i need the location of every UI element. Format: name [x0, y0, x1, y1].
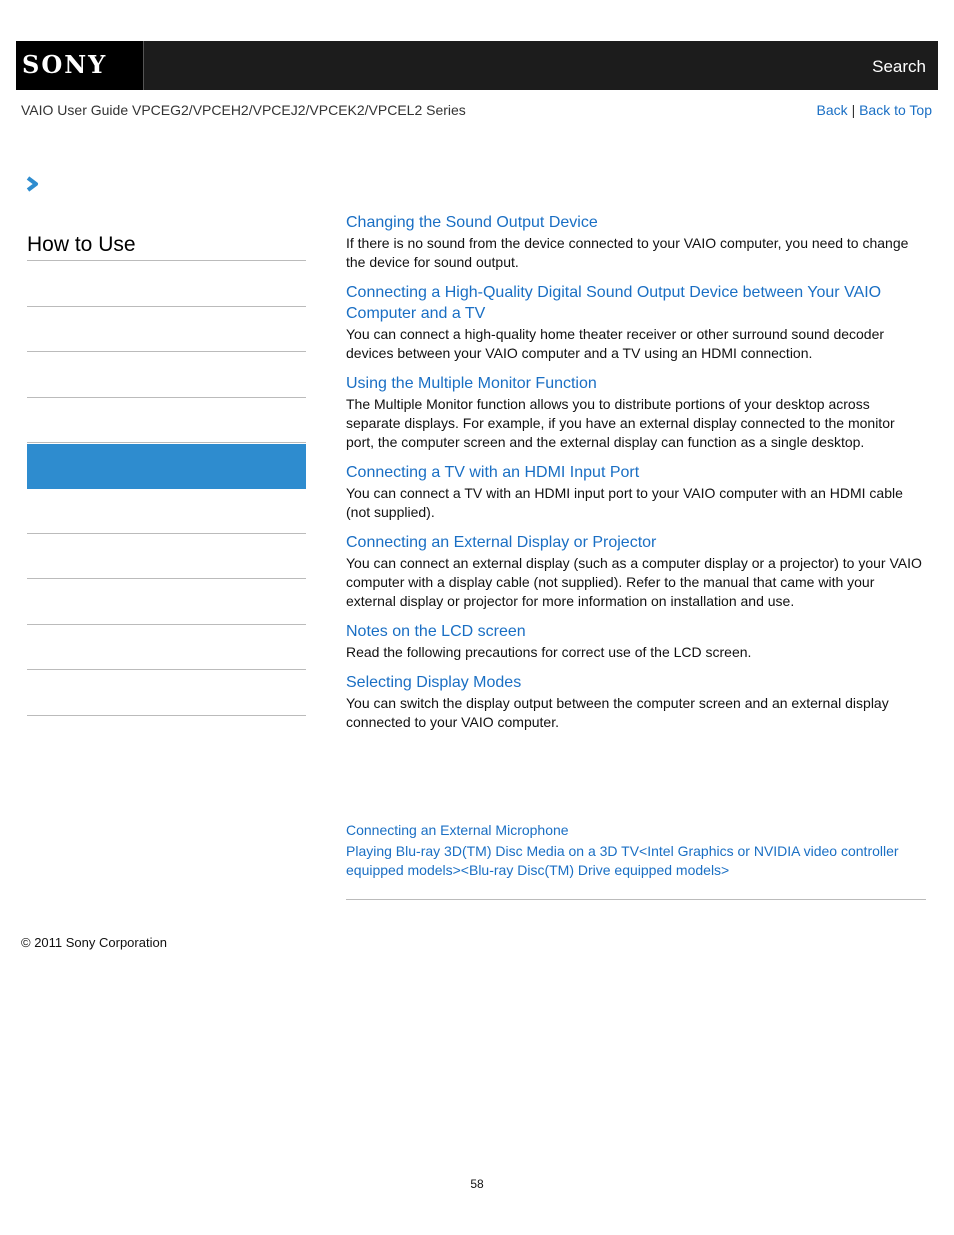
topic-link[interactable]: Changing the Sound Output Device [346, 214, 598, 231]
chevron-right-icon[interactable] [25, 175, 41, 193]
related-link[interactable]: Playing Blu-ray 3D(TM) Disc Media on a 3D TV<Intel Graphics or NVIDIA video controller equipped models><Blu-ray Disc(TM) Drive equipped models> [346, 843, 899, 878]
copyright: © 2011 Sony Corporation [21, 935, 167, 950]
topic-description: You can switch the display output between the computer screen and an external display connected to your VAIO computer. [346, 695, 889, 730]
sony-logo[interactable] [16, 41, 144, 90]
topic-entry [346, 532, 926, 611]
related-link[interactable]: Connecting an External Microphone [346, 822, 569, 838]
topic-entry [346, 373, 926, 452]
sidebar-item[interactable] [27, 444, 306, 489]
sidebar-item[interactable] [27, 398, 306, 443]
topic-entry [346, 621, 926, 662]
sidebar-item[interactable] [27, 534, 306, 579]
topic-link[interactable]: Connecting a TV with an HDMI Input Port [346, 464, 640, 481]
topic-entry [346, 212, 926, 272]
nav-separator: | [851, 102, 856, 118]
sidebar-item[interactable] [27, 625, 306, 670]
topic-link[interactable]: Connecting a High-Quality Digital Sound Output Device between Your VAIO Computer and a TV [346, 284, 882, 322]
topic-link[interactable]: Connecting an External Display or Projector [346, 534, 657, 551]
topic-description: If there is no sound from the device connected to your VAIO computer, you need to change the device for sound output. [346, 235, 909, 270]
sidebar-title: How to Use [27, 232, 306, 261]
topic-description: You can connect a high-quality home theater receiver or other surround sound decoder devices between your VAIO computer and a TV using an HDMI connection. [346, 326, 885, 361]
back-to-top-link[interactable]: Back to Top [859, 102, 932, 118]
sidebar-item[interactable] [27, 307, 306, 352]
page-number: 58 [470, 1177, 484, 1191]
topic-description: The Multiple Monitor function allows you to distribute portions of your desktop across separate displays. For example, if you have an external display connected to the monitor port, the computer screen and the external display can function as a single desktop. [346, 396, 895, 450]
related-topics [346, 821, 926, 882]
topic-link[interactable]: Using the Multiple Monitor Function [346, 375, 597, 392]
topic-entry [346, 462, 926, 522]
topic-description: You can connect a TV with an HDMI input port to your VAIO computer with an HDMI cable (not supplied). [346, 485, 903, 520]
topic-entry [346, 672, 926, 732]
topic-description: You can connect an external display (such as a computer display or a projector) to your VAIO computer with a display cable (not supplied). Refer to the manual that came with your external display or projector for more information on installation and use. [346, 555, 922, 609]
topic-description: Read the following precautions for correct use of the LCD screen. [346, 644, 752, 660]
topic-link[interactable]: Selecting Display Modes [346, 674, 522, 691]
sidebar-item[interactable] [27, 671, 306, 716]
top-bar [16, 41, 938, 90]
sidebar-item[interactable] [27, 580, 306, 625]
sidebar-item[interactable] [27, 353, 306, 398]
back-link[interactable]: Back [816, 102, 848, 118]
topic-entry [346, 282, 926, 363]
divider [346, 899, 926, 900]
nav-links [817, 102, 932, 118]
sidebar-item[interactable] [27, 262, 306, 307]
search-link[interactable]: Search [872, 57, 926, 76]
topic-list [346, 212, 926, 742]
guide-title: VAIO User Guide VPCEG2/VPCEH2/VPCEJ2/VPCEK2/VPCEL2 Series [21, 102, 466, 118]
sidebar-item[interactable] [27, 489, 306, 534]
logo-text: SONY [22, 50, 108, 79]
topic-link[interactable]: Notes on the LCD screen [346, 623, 526, 640]
